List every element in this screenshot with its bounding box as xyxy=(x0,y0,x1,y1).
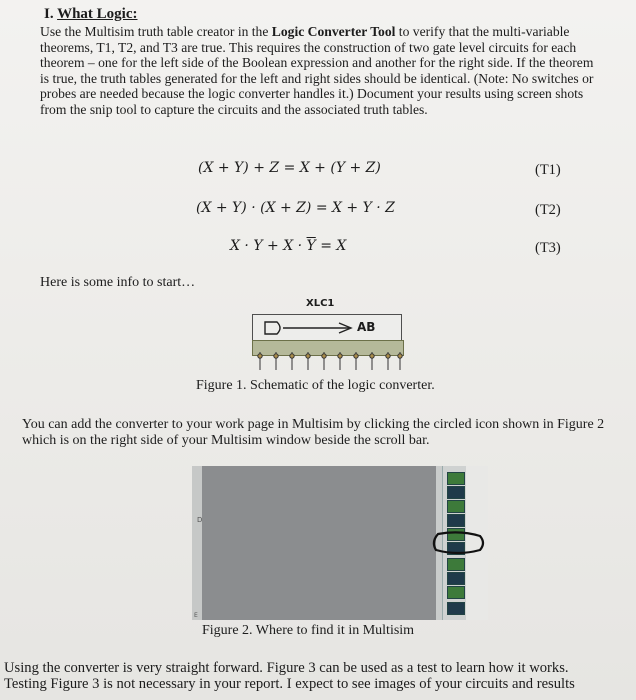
sheet-border xyxy=(192,466,202,620)
equation-t3 xyxy=(230,238,346,254)
instructions-paragraph xyxy=(40,24,600,118)
equation-t2: (X + Y) · (X + Z) = X + Y · Z xyxy=(196,200,395,216)
section-number: I. xyxy=(44,6,54,22)
equation-t3-lhs: X · Y + X · xyxy=(230,238,307,254)
section-title: What Logic: xyxy=(57,6,138,22)
usage-paragraph xyxy=(4,660,636,692)
workspace-canvas xyxy=(192,466,436,620)
paragraph-text-1: Use the Multisim truth table creator in the xyxy=(40,24,272,39)
converter-arrow-icon xyxy=(253,315,401,341)
section-heading xyxy=(44,6,138,23)
logic-converter-tool-term: Logic Converter Tool xyxy=(271,24,396,39)
equation-tag-t2: (T2) xyxy=(535,202,561,218)
spectrum-analyzer-icon xyxy=(447,602,465,615)
sheet-letter-d: D xyxy=(197,516,203,524)
multimeter-icon xyxy=(447,472,465,485)
intro-text: Here is some info to start… xyxy=(40,275,196,290)
usage-line-1: Using the converter is very straight forward. Figure 3 can be used as a test to learn how it works. xyxy=(4,660,569,676)
logic-converter-body xyxy=(252,314,402,342)
figure1-caption: Figure 1. Schematic of the logic converter. xyxy=(196,378,435,393)
paragraph-text-2: to verify that the multi-variable theorems, T1, T2, and T3 are true. This requires the construction of two gate level circuits for each theorem – one for the left side of the Boolean expression and another for the right side. If the theorem is true, the truth tables generated for the left and right sides should be identical. (Note: No switches or probes are needed because the logic converter handles it.) Document your results using screen shots from the snip tool to capture the circuits and the associated truth tables. xyxy=(40,24,594,117)
figure2-caption: Figure 2. Where to find it in Multisim xyxy=(202,623,415,638)
usage-line-2: Testing Figure 3 is not necessary in your report. I expect to see images of your circuits and results xyxy=(4,676,575,692)
function-generator-icon xyxy=(447,486,465,499)
output-label-ab: AB xyxy=(357,320,376,334)
logic-converter-icon xyxy=(447,558,465,571)
equation-tag-t3: (T3) xyxy=(535,240,561,256)
equation-t3-complement: $\overline{Y}$ xyxy=(306,238,316,254)
logic-analyzer-icon xyxy=(447,572,465,585)
xlc1-label: XLC1 xyxy=(306,298,335,309)
sheet-letter-e: E xyxy=(194,612,198,619)
equation-t1: (X + Y) + Z = X + (Y + Z) xyxy=(198,160,381,176)
equation-tag-t1: (T1) xyxy=(535,162,561,178)
converter-pins-icon xyxy=(252,352,404,372)
oscilloscope-icon xyxy=(447,514,465,527)
wattmeter-icon xyxy=(447,500,465,513)
circled-highlight-icon xyxy=(430,530,486,556)
distortion-analyzer-icon xyxy=(447,586,465,599)
equation-t3-rhs: = X xyxy=(315,238,347,254)
add-converter-paragraph: You can add the converter to your work page in Multisim by clicking the circled icon shown in Figure 2 which is on the right side of your Multisim window beside the scroll bar. xyxy=(22,417,605,448)
